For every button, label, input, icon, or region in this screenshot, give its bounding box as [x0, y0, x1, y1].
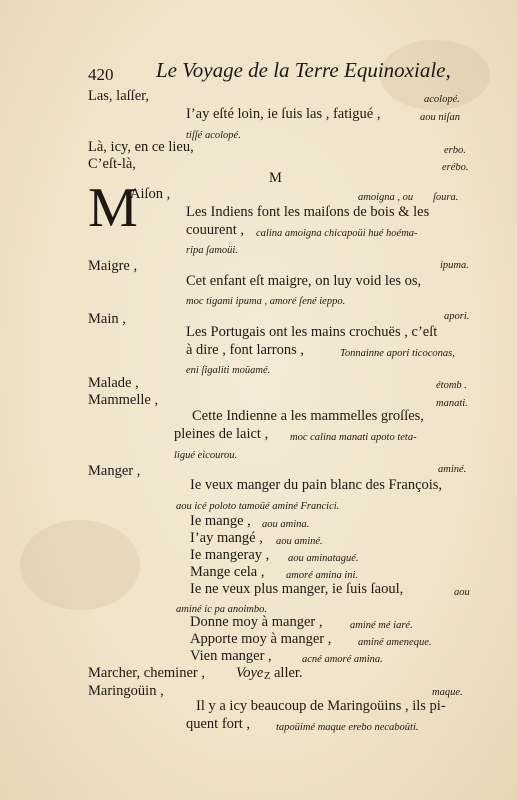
entry-translation: acolopé. — [424, 94, 460, 105]
entry-translation: maque. — [432, 687, 463, 698]
example-translation: aou amina. — [262, 519, 310, 530]
cross-reference-mark: Z — [264, 671, 271, 682]
example-translation: aou aminatagué. — [288, 553, 359, 564]
section-letter: M — [269, 170, 282, 186]
example-translation: calina amoigna chicapoüi hué hoéma- — [256, 228, 418, 239]
example-line: Ie ne veux plus manger, ie ſuis ſaoul, — [190, 581, 404, 597]
example-line: Mange cela , — [190, 564, 265, 580]
example-translation: eni ſigaliti moüamé. — [186, 365, 271, 376]
example-line: à dire , font larrons , — [186, 342, 304, 358]
example-translation: aminé ic pa anoimbo. — [176, 604, 267, 615]
example-line: Cet enfant eſt maigre, on luy void les os, — [186, 273, 422, 289]
example-line: Les Portugais ont les mains crochuës , c’eſt — [186, 324, 438, 340]
example-translation: moc tigami ipuma , amoré ſené ieppo. — [186, 296, 346, 307]
example-translation: aou niſan — [420, 112, 460, 123]
example-line: quent fort , — [186, 716, 251, 732]
example-line: Apporte moy à manger , — [190, 631, 332, 647]
example-translation: ligué eicourou. — [174, 450, 238, 461]
example-translation: aou icé poloto tamoüé aminé Francici. — [176, 501, 340, 512]
entry-headword: Main , — [88, 311, 126, 327]
page-number: 420 — [88, 65, 114, 84]
entry-headword: Marcher, cheminer , — [88, 665, 205, 681]
example-translation: aou aminé. — [276, 536, 323, 547]
entry-translation: apori. — [444, 311, 470, 322]
example-line: Ie mangeray , — [190, 547, 270, 563]
example-line: couurent , — [186, 222, 244, 238]
entry-translation: amoigna , ou — [358, 192, 414, 203]
entry-translation: aminé. — [438, 464, 467, 475]
entry-headword: C’eſt-là, — [88, 156, 136, 172]
example-translation: aminé ameneque. — [358, 637, 432, 648]
drop-cap: M — [88, 177, 138, 239]
entry-headword: Maigre , — [88, 258, 138, 274]
entry-headword: Mammelle , — [88, 392, 159, 408]
example-line: Il y a icy beaucoup de Maringoüins , ils pi- — [196, 698, 446, 714]
cross-reference-target: aller. — [274, 665, 303, 681]
example-translation: aminé mé iaré. — [350, 620, 413, 631]
example-line: I’ay mangé , — [190, 530, 263, 546]
entry-translation: erébo. — [442, 162, 469, 173]
example-translation: tiſſé acolopé. — [186, 130, 241, 141]
example-translation: aou — [454, 587, 470, 598]
example-translation: amoré amina ini. — [286, 570, 359, 581]
entry-headword: Aiſon , — [130, 186, 171, 202]
example-line: Donne moy à manger , — [190, 614, 323, 630]
example-line: Cette Indienne a les mammelles groſſes, — [192, 408, 424, 424]
entry-headword: Malade , — [88, 375, 139, 391]
entry-translation: ſoura. — [433, 192, 459, 203]
example-line: pleines de laict , — [174, 426, 269, 442]
example-line: Ie mange , — [190, 513, 251, 529]
example-line: Vien manger , — [190, 648, 272, 664]
entry-headword: Las, laſſer, — [88, 88, 150, 104]
entry-headword: Manger , — [88, 463, 141, 479]
entry-headword: Maringoüin , — [88, 683, 164, 699]
entry-headword: Là, icy, en ce lieu, — [88, 139, 194, 155]
example-translation: ripa ſamoüi. — [186, 245, 238, 256]
example-line: I’ay eſté loin, ie ſuis las , fatigué , — [186, 106, 381, 122]
example-line: Les Indiens font les maiſons de bois & les — [186, 204, 430, 220]
example-translation: moc calina manati apoto teta- — [290, 432, 417, 443]
entry-translation: ipuma. — [440, 260, 469, 271]
example-translation: acné amoré amina. — [302, 654, 383, 665]
cross-reference: Voye — [236, 665, 264, 681]
example-line: Ie veux manger du pain blanc des François, — [190, 477, 443, 493]
entry-translation: manati. — [436, 398, 468, 409]
example-translation: Tonnainne apori ticoconas, — [340, 348, 455, 359]
example-translation: tapoüimé maque erebo necaboüti. — [276, 722, 419, 733]
entry-translation: étomb . — [436, 380, 467, 391]
running-title: Le Voyage de la Terre Equinoxiale, — [156, 58, 451, 82]
paper-stain — [20, 520, 140, 610]
entry-translation: erbo. — [444, 145, 466, 156]
